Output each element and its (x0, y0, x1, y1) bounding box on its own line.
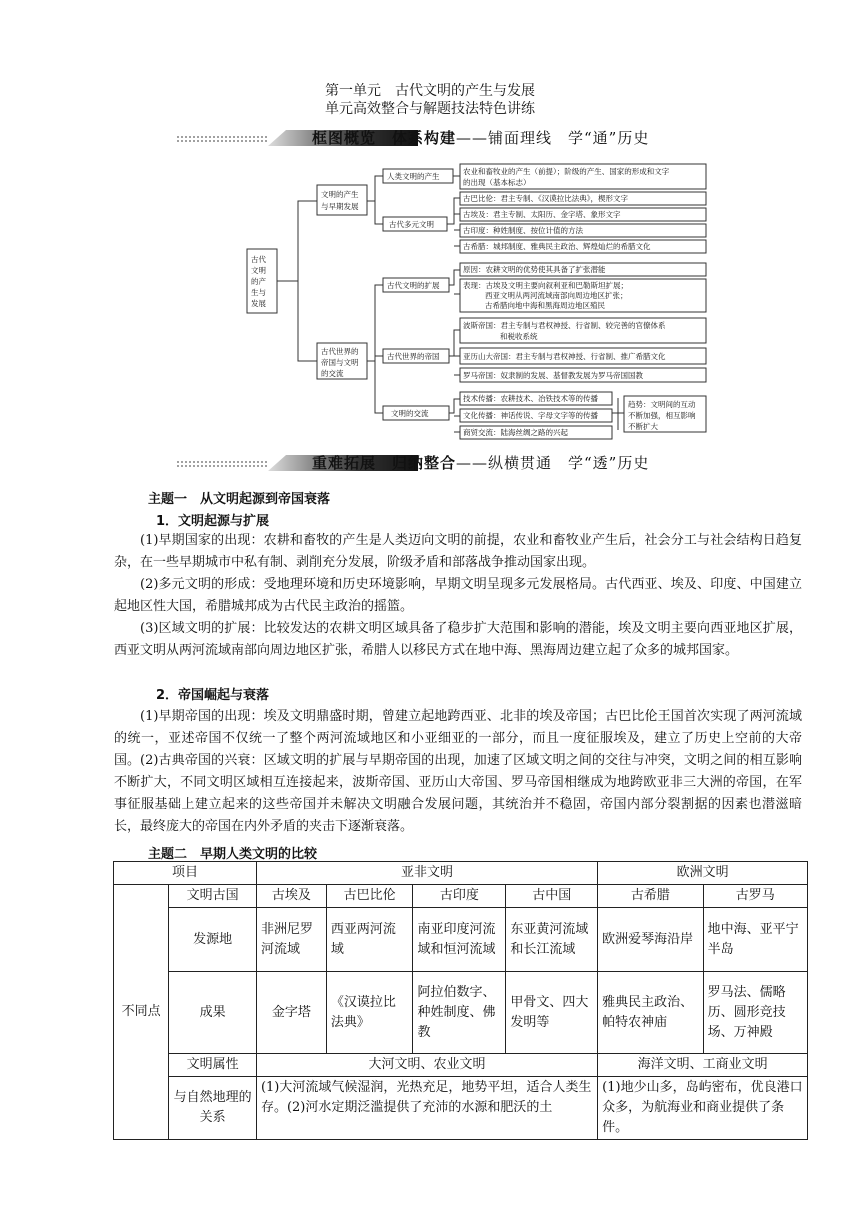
topic1-sec2: 2．帝国崛起与衰落 (156, 688, 270, 703)
d14-l2: 不断扩大 (628, 422, 658, 431)
row-origin-label: 发源地 (169, 908, 257, 972)
banner2-main: 重难拓展 归纳整合 (312, 454, 457, 472)
row-ach-label: 成果 (169, 972, 257, 1054)
c5: 文明的交流 (391, 409, 429, 418)
topic1-p2: (2)多元文明的形成：受地理环境和历史环境影响，早期文明呈现多元发展格局。古代西亚、埃及、印度、中国建立起地区性大国，希腊城邦成为古代民主政治的摇篮。 (114, 577, 802, 614)
civ-3: 古中国 (506, 885, 598, 908)
d7-l0: 表现：古埃及文明主要向叙利亚和巴勒斯坦扩展； (463, 281, 628, 290)
banner2-sub: ——纵横贯通 学“透”历史 (456, 454, 650, 472)
topic1-heading: 主题一 从文明起源到帝国衰落 (148, 492, 331, 507)
nature-asia: (1)大河流域气候湿润，光热充足，地势平坦，适合人类生存。(2)河水定期泛滥提供了充沛的水源和肥沃的土 (256, 1077, 597, 1140)
root-l1: 文明 (251, 266, 266, 275)
d7-l2: 古希腊向地中海和黑海周边地区殖民 (485, 301, 605, 310)
ach-5: 罗马法、儒略历、圆形竞技场、万神殿 (703, 972, 807, 1054)
d9: 亚历山大帝国：君主专制与君权神授、行省制、推广希腊文化 (463, 352, 666, 361)
unit-subtitle: 单元高效整合与解题技法特色讲练 (325, 101, 535, 117)
b1-l0: 文明的产生 (321, 190, 359, 199)
c3: 古代文明的扩展 (387, 281, 440, 290)
topic1-p3: (3)区域文明的扩展：比较发达的农耕文明区域具备了稳步扩大范围和影响的潜能，埃及文明主要向西亚地区扩展，西亚文明从两河流域南部向周边地区扩张，希腊人以移民方式在地中海、黑海周边建立起了众多的城邦国家。 (114, 621, 802, 658)
root-l2: 的产 (251, 277, 266, 286)
origin-1: 西亚两河流域 (326, 908, 413, 972)
row-nature-label: 与自然地理的关系 (169, 1077, 257, 1140)
root-l4: 发展 (251, 299, 266, 308)
d8-l0: 波斯帝国：君主专制与君权神授、行省制、较完善的官僚体系 (463, 321, 666, 330)
b2-l1: 帝国与文明 (321, 358, 359, 367)
b2-l0: 古代世界的 (321, 347, 359, 356)
ach-2: 阿拉伯数字、种姓制度、佛教 (413, 972, 506, 1054)
d3: 古埃及：君主专制、太阳历、金字塔、象形文字 (463, 210, 621, 219)
ach-1: 《汉谟拉比法典》 (326, 972, 413, 1054)
banner-main: 框图概览 体系构建 (312, 129, 457, 147)
topic1-p5: (2)古典帝国的兴衰：区域文明的扩展与早期帝国的出现，加速了区域文明之间的交往与冲突，文明之间的相互影响不断扩大，不同文明区域相互连接起来，波斯帝国、亚历山大帝国、罗马帝国相继成为地跨欧亚非三大洲的帝国，在军事征服基础上建立起来的这些帝国并未解决文明融合发展问题，其统治并不稳固，帝国内部分裂割据的因素也潜滋暗长，最终庞大的帝国在内外矛盾的夹击下逐渐衰落。 (114, 753, 802, 834)
ach-4: 雅典民主政治、帕特农神庙 (598, 972, 703, 1054)
d1-l0: 农业和畜牧业的产生（前提）；阶级的产生、国家的形成和文字 (463, 167, 670, 176)
origin-0: 非洲尼罗河流域 (256, 908, 326, 972)
d8-l1: 和税收系统 (500, 332, 538, 341)
d10: 罗马帝国：奴隶制的发展、基督教发展为罗马帝国国教 (463, 371, 643, 380)
attr-asia: 大河文明、农业文明 (256, 1054, 597, 1077)
civ-4: 古希腊 (598, 885, 703, 908)
d1-l1: 的出现（基本标志） (463, 178, 531, 187)
root-l3: 生与 (251, 288, 266, 297)
banner-key-points (176, 452, 696, 474)
topic1-sec1: 1．文明起源与扩展 (156, 514, 270, 529)
d14-l1: 不断加强，相互影响 (628, 411, 696, 420)
topic2-heading: 主题二 早期人类文明的比较 (148, 847, 318, 862)
civ-0: 古埃及 (256, 885, 326, 908)
topic1-p4: (1)早期帝国的出现：埃及文明鼎盛时期，曾建立起地跨西亚、北非的埃及帝国；古巴比伦王国首次实现了两河流域的统一，亚述帝国不仅统一了整个两河流域地区和小亚细亚的一部分，而且一度征服埃及，建立了历史上空前的大帝国。 (114, 709, 802, 768)
d13: 商贸交流：陆海丝绸之路的兴起 (463, 428, 568, 437)
d11: 技术传播：农耕技术、冶铁技术等的传播 (463, 394, 598, 403)
origin-2: 南亚印度河流域和恒河流域 (413, 908, 506, 972)
d7-l1: 西亚文明从两河流域南部向周边地区扩张； (485, 291, 628, 300)
d2: 古巴比伦：君主专制、《汉谟拉比法典》，楔形文字 (463, 194, 628, 203)
d14-l0: 趋势：文明间的互动 (628, 400, 696, 409)
root-l0: 古代 (251, 255, 266, 264)
th-item: 项目 (114, 862, 257, 885)
attr-europe: 海洋文明、工商业文明 (598, 1054, 808, 1077)
origin-4: 欧洲爱琴海沿岸 (598, 908, 703, 972)
civ-5: 古罗马 (703, 885, 807, 908)
d12: 文化传播：神话传说、字母文字等的传播 (463, 411, 598, 420)
c2: 古代多元文明 (389, 220, 434, 229)
d4: 古印度：种姓制度、按位计值的方法 (463, 226, 583, 235)
banner-sub: ——铺面理线 学“通”历史 (456, 129, 650, 147)
civ-1: 古巴比伦 (326, 885, 413, 908)
row-attr-label: 文明属性 (169, 1054, 257, 1077)
framework-diagram (0, 0, 860, 460)
origin-5: 地中海、亚平宁半岛 (703, 908, 807, 972)
th-asia: 亚非文明 (256, 862, 597, 885)
topic1-p1: (1)早期国家的出现：农耕和畜牧的产生是人类迈向文明的前提，农业和畜牧业产生后，社会分工与社会结构日趋复杂，在一些早期城市中私有制、剥削充分发展，阶级矛盾和部落战争推动国家出现。 (114, 533, 802, 570)
comparison-table (113, 861, 808, 1140)
ach-0: 金字塔 (256, 972, 326, 1054)
c1: 人类文明的产生 (387, 172, 440, 181)
origin-3: 东亚黄河流域和长江流域 (506, 908, 598, 972)
b2-l2: 的交流 (321, 369, 344, 378)
row-civ-label: 文明古国 (169, 885, 257, 908)
c4: 古代世界的帝国 (387, 352, 440, 361)
nature-europe: (1)地少山多，岛屿密布，优良港口众多，为航海业和商业提供了条件。 (598, 1077, 808, 1140)
d6: 原因：农耕文明的优势使其具备了扩张潜能 (463, 265, 606, 274)
b1-l1: 与早期发展 (321, 202, 359, 211)
ach-3: 甲骨文、四大发明等 (506, 972, 598, 1054)
banner-dots-2 (176, 460, 268, 468)
civ-2: 古印度 (413, 885, 506, 908)
unit-title: 第一单元 古代文明的产生与发展 (325, 83, 535, 99)
diff-cell: 不同点 (114, 885, 169, 1140)
th-europe: 欧洲文明 (598, 862, 808, 885)
d5: 古希腊：城邦制度、雅典民主政治、辉煌灿烂的希腊文化 (463, 242, 651, 251)
